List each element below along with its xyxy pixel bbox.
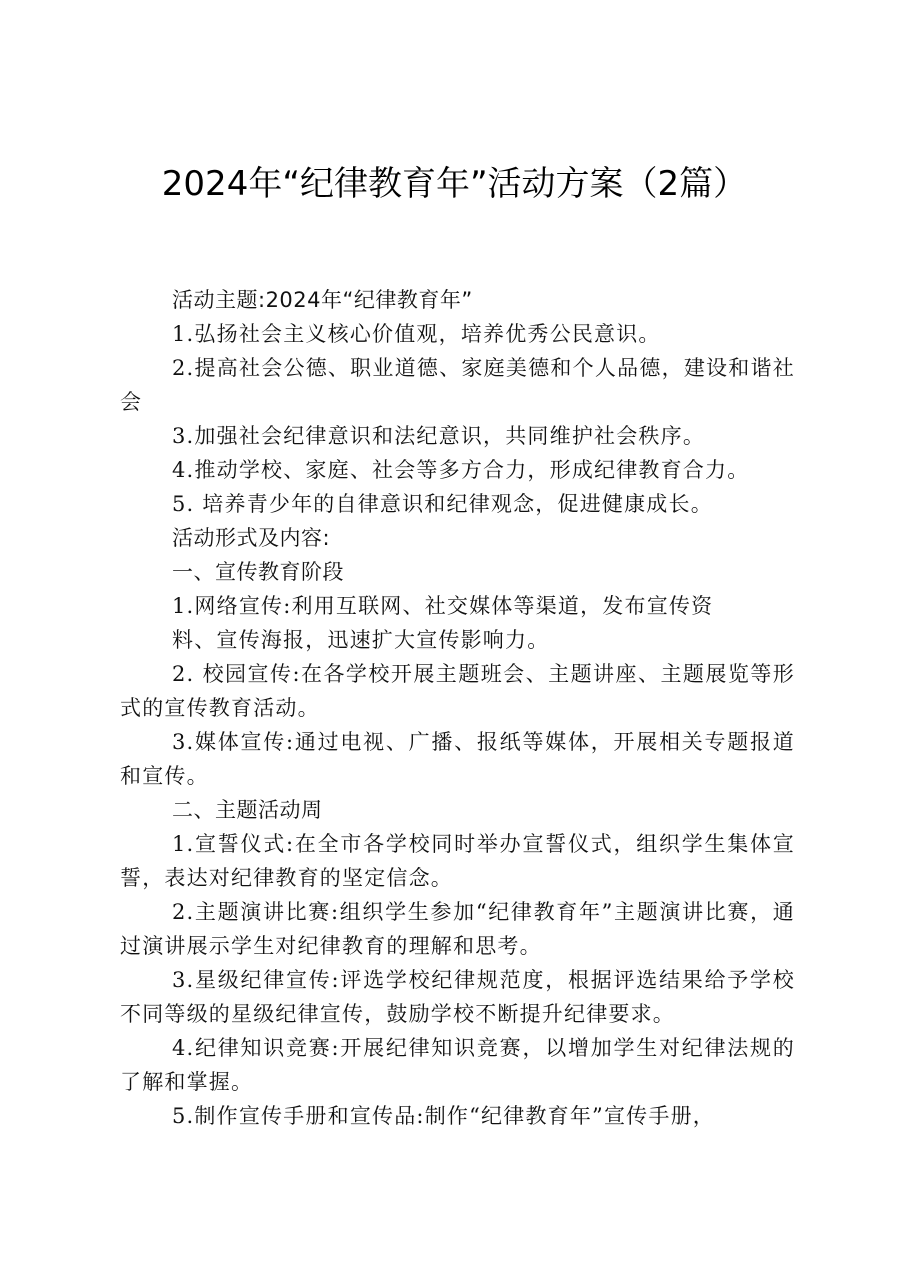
paragraph: 5. 培养青少年的自律意识和纪律观念，促进健康成长。 <box>172 492 713 516</box>
paragraph: 2.提高社会公德、职业道德、家庭美德和个人品德，建设和谐社会 <box>120 356 795 414</box>
section-heading: 二、主题活动周 <box>172 798 323 822</box>
paragraph: 1.网络宣传:利用互联网、社交媒体等渠道，发布宣传资 <box>172 594 714 618</box>
paragraph: 3.星级纪律宣传:评选学校纪律规范度，根据评选结果给予学校不同等级的星级纪律宣传，鼓励学校不断提升纪律要求。 <box>120 968 795 1026</box>
paragraph: 5.制作宣传手册和宣传品:制作“纪律教育年”宣传手册， <box>172 1104 715 1128</box>
section-heading: 一、宣传教育阶段 <box>172 560 344 584</box>
paragraph: 1.宣誓仪式:在全市各学校同时举办宣誓仪式，组织学生集体宣誓，表达对纪律教育的坚定信念。 <box>120 832 795 890</box>
paragraph: 3.加强社会纪律意识和法纪意识，共同维护社会秩序。 <box>172 424 706 448</box>
paragraph: 2.主题演讲比赛:组织学生参加“纪律教育年”主题演讲比赛，通过演讲展示学生对纪律教育的理解和思考。 <box>120 900 795 958</box>
activity-theme-heading: 活动主题:2024年“纪律教育年” <box>172 288 473 312</box>
document-body <box>120 283 795 1133</box>
document-title: 2024年“纪律教育年”活动方案（2篇） <box>161 164 748 204</box>
paragraph: 4.纪律知识竞赛:开展纪律知识竞赛，以增加学生对纪律法规的了解和掌握。 <box>120 1036 795 1094</box>
paragraph: 4.推动学校、家庭、社会等多方合力，形成纪律教育合力。 <box>172 458 750 482</box>
paragraph: 2. 校园宣传:在各学校开展主题班会、主题讲座、主题展览等形式的宣传教育活动。 <box>120 662 795 720</box>
paragraph: 1.弘扬社会主义核心价值观，培养优秀公民意识。 <box>172 322 661 346</box>
paragraph-continuation: 料、宣传海报，迅速扩大宣传影响力。 <box>172 628 550 652</box>
section-heading: 活动形式及内容: <box>172 526 331 550</box>
paragraph: 3.媒体宣传:通过电视、广播、报纸等媒体，开展相关专题报道和宣传。 <box>120 730 795 788</box>
